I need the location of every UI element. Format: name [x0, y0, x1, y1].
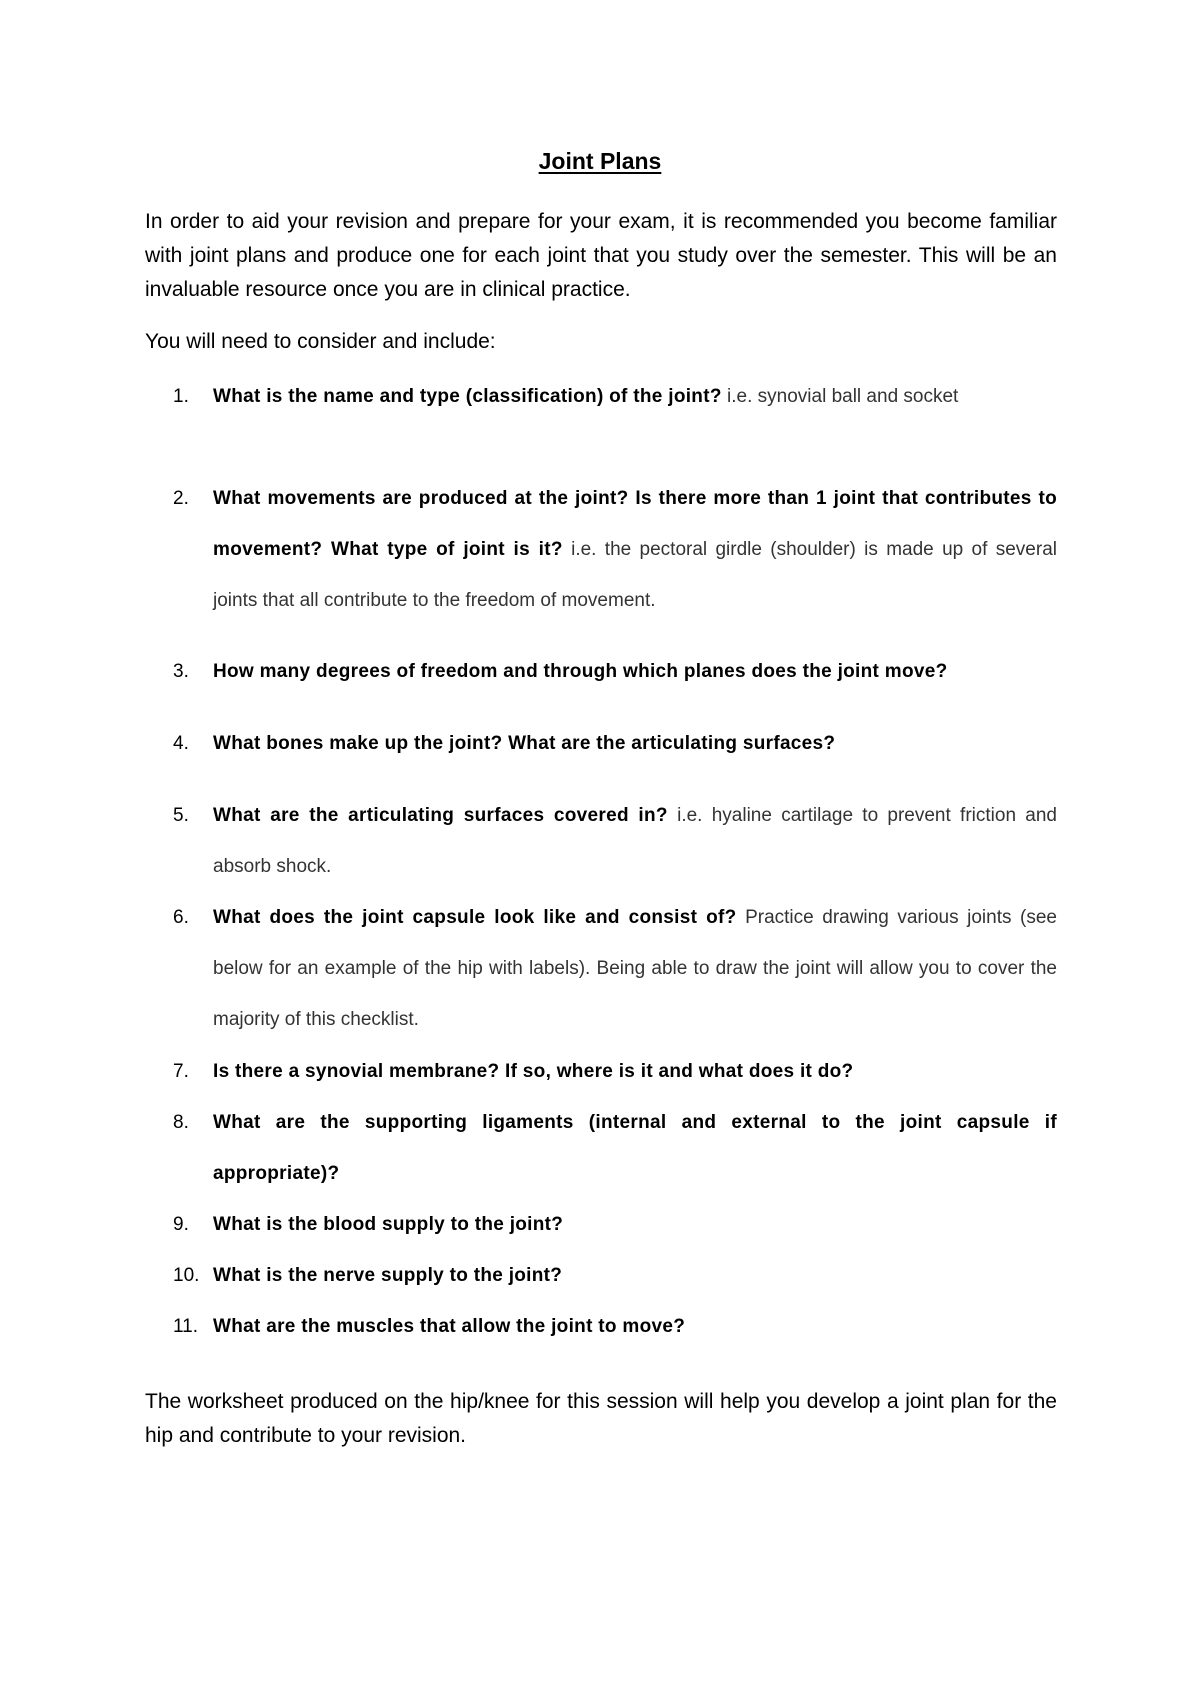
- item-question: What bones make up the joint? What are the articulating surfaces?: [213, 733, 836, 754]
- item-number: 5.: [173, 805, 189, 826]
- item-number: 1.: [173, 386, 189, 407]
- list-item: [145, 1250, 1057, 1301]
- list-item: [145, 1301, 1057, 1352]
- item-note: i.e. synovial ball and socket: [721, 386, 959, 407]
- item-question: What are the articulating surfaces covered in?: [213, 805, 668, 826]
- item-number: 2.: [173, 488, 189, 509]
- item-number: 6.: [173, 907, 189, 928]
- list-item: [145, 1199, 1057, 1250]
- list-item: [145, 892, 1057, 1045]
- page-title: Joint Plans: [538, 148, 662, 174]
- list-item: [145, 473, 1057, 626]
- item-number: 7.: [173, 1061, 189, 1082]
- item-question: How many degrees of freedom and through which planes does the joint move?: [213, 661, 948, 682]
- item-number: 9.: [173, 1214, 189, 1235]
- item-number: 11.: [173, 1316, 199, 1337]
- item-number: 8.: [173, 1112, 189, 1133]
- item-note: Practice drawing various joints (see below for an example of the hip with labels). Being able to draw the joint will allow you to cover the majority of this checklist.: [213, 907, 1057, 1030]
- item-question: What is the blood supply to the joint?: [213, 1214, 564, 1235]
- item-number: 3.: [173, 661, 189, 682]
- item-question: What is the nerve supply to the joint?: [213, 1265, 563, 1286]
- item-question: What movements are produced at the joint? Is there more than 1 joint that contributes to movement? What type of joint is it?: [213, 488, 1057, 560]
- item-question: What are the supporting ligaments (internal and external to the joint capsule if appropriate)?: [213, 1112, 1057, 1184]
- list-item: [145, 1046, 1057, 1097]
- closing-paragraph: The worksheet produced on the hip/knee for this session will help you develop a joint plan for the hip and contribute to your revision.: [145, 1390, 1057, 1447]
- item-number: 10.: [173, 1265, 200, 1286]
- list-item: [145, 718, 1057, 769]
- intro-paragraph: In order to aid your revision and prepare for your exam, it is recommended you become familiar with joint plans and produce one for each joint that you study over the semester. This will be an invaluable resource once you are in clinical practice.: [145, 210, 1057, 301]
- list-lead-in: You will need to consider and include:: [145, 330, 496, 353]
- item-question: Is there a synovial membrane? If so, where is it and what does it do?: [213, 1061, 854, 1082]
- item-question: What does the joint capsule look like and consist of?: [213, 907, 737, 928]
- item-number: 4.: [173, 733, 189, 754]
- list-item: [145, 790, 1057, 892]
- list-item: [145, 371, 1057, 422]
- item-question: What is the name and type (classification) of the joint?: [213, 386, 722, 407]
- list-item: [145, 646, 1057, 697]
- item-note: i.e. hyaline cartilage to prevent friction and absorb shock.: [213, 805, 1057, 877]
- item-question: What are the muscles that allow the joint to move?: [213, 1316, 686, 1337]
- item-note: i.e. the pectoral girdle (shoulder) is made up of several joints that all contribute to the freedom of movement.: [213, 539, 1057, 611]
- list-item: [145, 1097, 1057, 1199]
